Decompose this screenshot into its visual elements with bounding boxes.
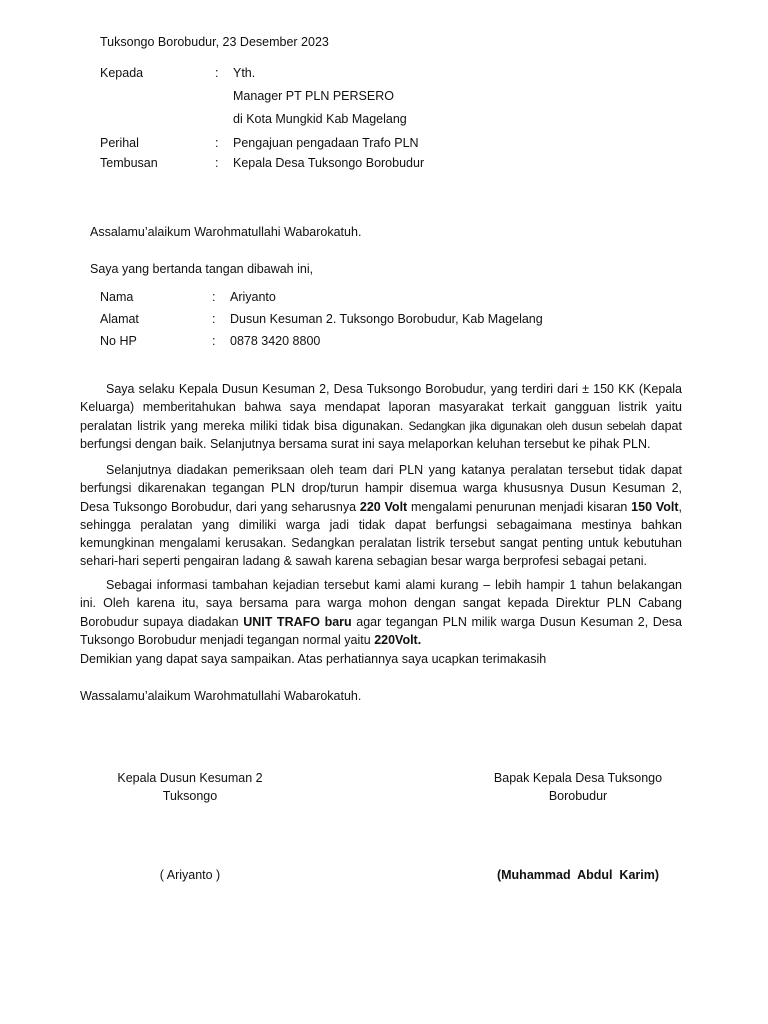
left-title-2: Tuksongo xyxy=(162,789,218,803)
colon: : xyxy=(212,312,216,326)
colon: : xyxy=(215,136,219,150)
body-paragraph-3 xyxy=(80,576,682,649)
farewell: Wassalamu’alaikum Warohmatullahi Wabarokatuh. xyxy=(80,689,362,703)
left-signatory-name: ( Ariyanto ) xyxy=(159,868,221,882)
recipient-line-2: Manager PT PLN PERSERO xyxy=(233,89,394,103)
p1-text-end: dapat berfungsi dengan baik. Selanjutnya bersama surat ini saya melaporkan keluhan tersebut ke pihak PLN. xyxy=(80,418,682,451)
colon: : xyxy=(212,290,216,304)
right-title-2: Borobudur xyxy=(548,789,608,803)
colon: : xyxy=(215,66,219,80)
p2-text-end: , sehingga peralatan yang dimiliki warga jadi tidak dapat berfungsi sebagaimana mestinya bahkan kemungkinan mengalami kerusakan. Sedangkan peralatan listrik tersebut sangat penting untuk kebutuhan sehari-hari seperti pengairan ladang & sawah karena sebagian besar warga berprofesi sebagai petani. xyxy=(80,499,682,569)
voltage-drop: 150 Volt xyxy=(631,499,679,514)
tembusan-value: Kepala Desa Tuksongo Borobudur xyxy=(233,156,425,170)
closing-line: Demikian yang dapat saya sampaikan. Atas perhatiannya saya ucapkan terimakasih xyxy=(80,652,547,666)
p1-text: Saya selaku Kepala Dusun Kesuman 2, Desa Tuksongo Borobudur, yang terdiri dari ± 150 KK (Kepala Keluarga) memberitahukan bahwa saya mendapat laporan masyarakat terkait gangguan listrik yaitu peralatan listrik yang mereka miliki tidak bisa digunakan. xyxy=(80,382,682,433)
right-title-1: Bapak Kepala Desa Tuksongo xyxy=(493,771,663,785)
kepada-label: Kepada xyxy=(100,66,144,80)
place-date: Tuksongo Borobudur, 23 Desember 2023 xyxy=(100,35,329,49)
alamat-label: Alamat xyxy=(100,312,139,326)
right-signatory-name: (Muhammad Abdul Karim) xyxy=(496,868,660,882)
trafo-request: UNIT TRAFO baru xyxy=(243,614,352,629)
body-paragraph-1 xyxy=(80,380,682,453)
colon: : xyxy=(212,334,216,348)
recipient-line-3: di Kota Mungkid Kab Magelang xyxy=(233,112,407,126)
perihal-value: Pengajuan pengadaan Trafo PLN xyxy=(233,136,419,150)
greeting: Assalamu’alaikum Warohmatullahi Wabarokatuh. xyxy=(90,225,362,239)
nama-value: Ariyanto xyxy=(230,290,276,304)
p2-text: Selanjutnya diadakan pemeriksaan oleh team dari PLN yang katanya peralatan tersebut tidak dapat berfungsi dikarenakan tegangan PLN drop/turun hampir disemua warga khususnya Dusun Kesuman 2, Desa Tuksongo Borobudur, dari yang seharusnya xyxy=(80,463,682,514)
hp-value: 0878 3420 8800 xyxy=(230,334,321,348)
alamat-value: Dusun Kesuman 2. Tuksongo Borobudur, Kab Magelang xyxy=(230,312,543,326)
voltage-target: 220Volt. xyxy=(374,632,422,647)
signature-right xyxy=(478,769,678,805)
left-title-1: Kepala Dusun Kesuman 2 xyxy=(117,771,263,785)
p2-text-mid: mengalami penurunan menjadi kisaran xyxy=(411,499,628,514)
intro: Saya yang bertanda tangan dibawah ini, xyxy=(90,262,314,276)
perihal-label: Perihal xyxy=(100,136,139,150)
p1-condensed-text: Sedangkan jika digunakan oleh dusun sebelah xyxy=(408,418,646,433)
nama-label: Nama xyxy=(100,290,134,304)
colon: : xyxy=(215,156,219,170)
p3-text: Sebagai informasi tambahan kejadian tersebut kami alami kurang – lebih hampir 1 tahun belakangan ini. Oleh karena itu, saya bersama para warga mohon dengan sangat kepada Direktur PLN Cabang Borobudur supaya diadakan xyxy=(80,578,682,629)
body-paragraph-2 xyxy=(80,461,682,571)
voltage-normal: 220 Volt xyxy=(359,499,408,514)
tembusan-label: Tembusan xyxy=(100,156,158,170)
signature-left xyxy=(100,769,280,805)
p3-text-mid: agar tegangan PLN milik warga Dusun Kesuman 2, Desa Tuksongo Borobudur menjadi tegangan normal yaitu xyxy=(80,614,682,647)
recipient-line-1: Yth. xyxy=(233,66,256,80)
hp-label: No HP xyxy=(100,334,137,348)
